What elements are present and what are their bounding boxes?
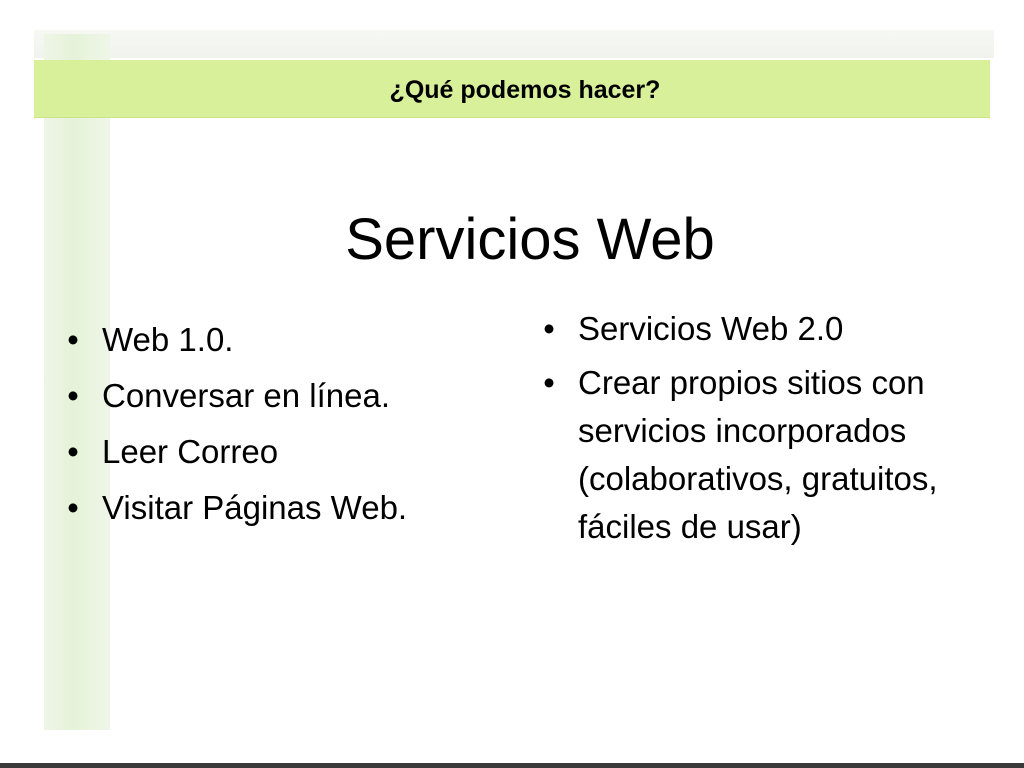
list-item-text: Visitar Páginas Web.: [102, 489, 408, 526]
list-item-text: Crear propios sitios con servicios incorporados (colaborativos, gratuitos, fáciles de usar): [578, 364, 938, 545]
header-band: [34, 60, 990, 118]
list-item: [534, 359, 974, 551]
bullet-icon: •: [67, 489, 79, 526]
list-item-text: Leer Correo: [102, 433, 279, 470]
slide-title: Servicios Web: [345, 207, 715, 272]
bullet-icon: •: [543, 310, 555, 347]
list-item: [58, 372, 498, 420]
right-bullet-list: [534, 305, 974, 557]
bullet-icon: •: [543, 364, 555, 401]
list-item: [58, 316, 498, 364]
list-item-text: Conversar en línea.: [102, 377, 390, 414]
list-item-text: Web 1.0.: [102, 321, 234, 358]
slide-frame-top: [34, 30, 994, 58]
header-title: ¿Qué podemos hacer?: [389, 76, 661, 104]
list-item: [58, 484, 498, 532]
list-item: [58, 428, 498, 476]
bottom-divider: [0, 763, 1024, 768]
bullet-icon: •: [67, 321, 79, 358]
bullet-icon: •: [67, 377, 79, 414]
bullet-icon: •: [67, 433, 79, 470]
left-bullet-list: [58, 316, 498, 540]
list-item: [534, 305, 974, 353]
list-item-text: Servicios Web 2.0: [578, 310, 844, 347]
